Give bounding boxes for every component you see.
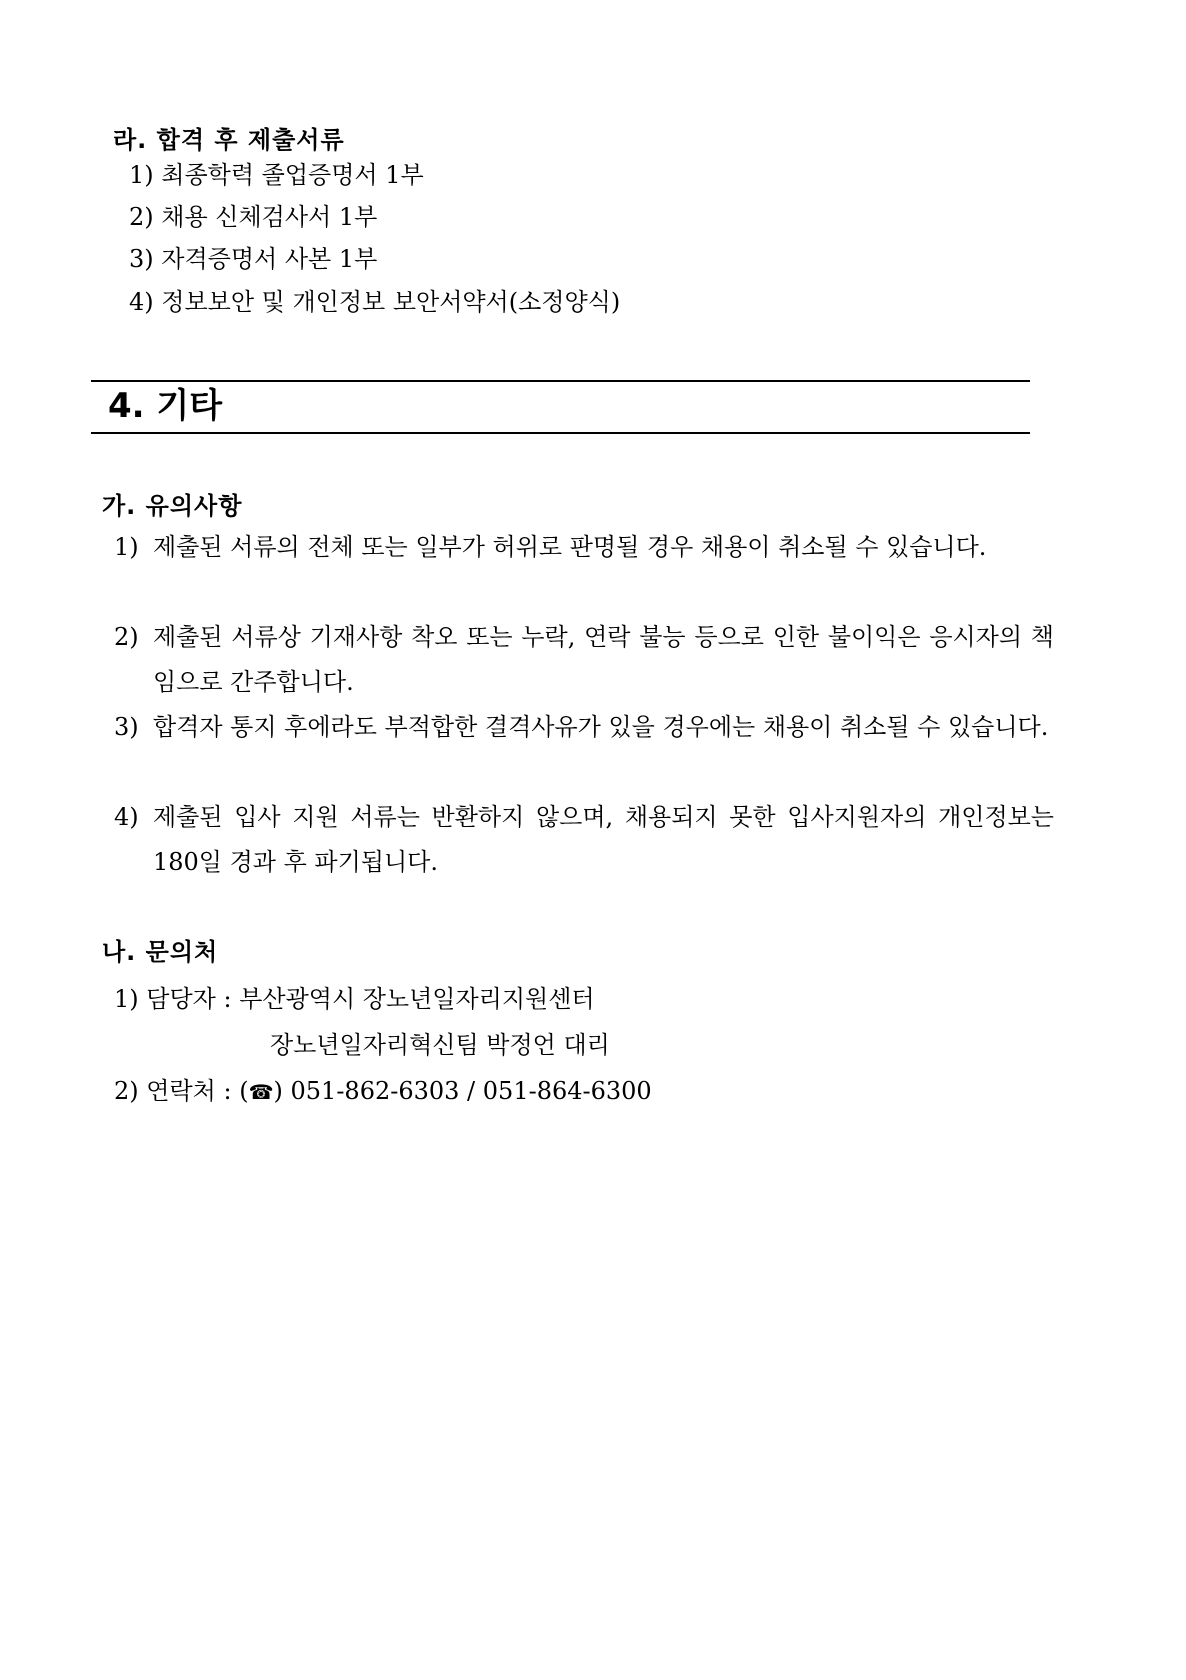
item-number: 4) [129,288,154,316]
item-number: 1) [114,533,139,561]
section-title: 4. 기타 [108,386,223,426]
notice-item [114,705,1054,750]
item-number: 2) [114,1077,139,1105]
contact-org: 부산광역시 장노년일자리지원센터 [239,985,595,1013]
notice-item [114,525,1054,570]
item-text: 제출된 서류의 전체 또는 일부가 허위로 판명될 경우 채용이 취소될 수 있습니다. [153,533,987,561]
contact-phone [114,1076,652,1107]
notice-heading: 가. 유의사항 [102,492,243,520]
phone-numbers: 051-862-6303 / 051-864-6300 [290,1077,652,1105]
item-text: 자격증명서 사본 1부 [161,245,378,273]
item-number: 2) [129,203,154,231]
contact-person-label: 담당자 : [146,985,232,1013]
item-number: 3) [114,713,139,741]
item-text: 최종학력 졸업증명서 1부 [161,161,424,189]
item-text: 제출된 입사 지원 서류는 반환하지 않으며, 채용되지 못한 입사지원자의 개인정보는 180일 경과 후 파기됩니다. [153,803,1054,876]
list-item [129,287,620,317]
contact-heading: 나. 문의처 [102,938,219,966]
item-number: 1) [114,985,139,1013]
list-item [129,160,424,190]
item-number: 2) [114,623,139,651]
item-number: 1) [129,161,154,189]
item-text: 정보보안 및 개인정보 보안서약서(소정양식) [161,288,621,316]
notice-item [114,795,1054,885]
close-paren: ) [273,1077,283,1105]
list-item [129,244,377,274]
item-number: 4) [114,803,139,831]
phone-icon: ☎ [248,1080,274,1104]
item-text: 합격자 통지 후에라도 부적합한 결격사유가 있을 경우에는 채용이 취소될 수 있습니다. [153,713,1049,741]
item-text: 채용 신체검사서 1부 [161,203,378,231]
item-number: 3) [129,245,154,273]
section-rule-bottom [91,432,1030,434]
contact-phone-label: 연락처 : [146,1077,232,1105]
section-rule-top [91,380,1030,382]
contact-person [114,984,595,1014]
notice-item [114,615,1054,705]
list-item [129,202,377,232]
contact-team: 장노년일자리혁신팀 박정언 대리 [270,1031,610,1059]
open-paren: ( [239,1077,249,1105]
item-text: 제출된 서류상 기재사항 착오 또는 누락, 연락 불능 등으로 인한 불이익은 응시자의 책임으로 간주합니다. [153,623,1054,696]
documents-heading: 라. 합격 후 제출서류 [113,126,345,154]
